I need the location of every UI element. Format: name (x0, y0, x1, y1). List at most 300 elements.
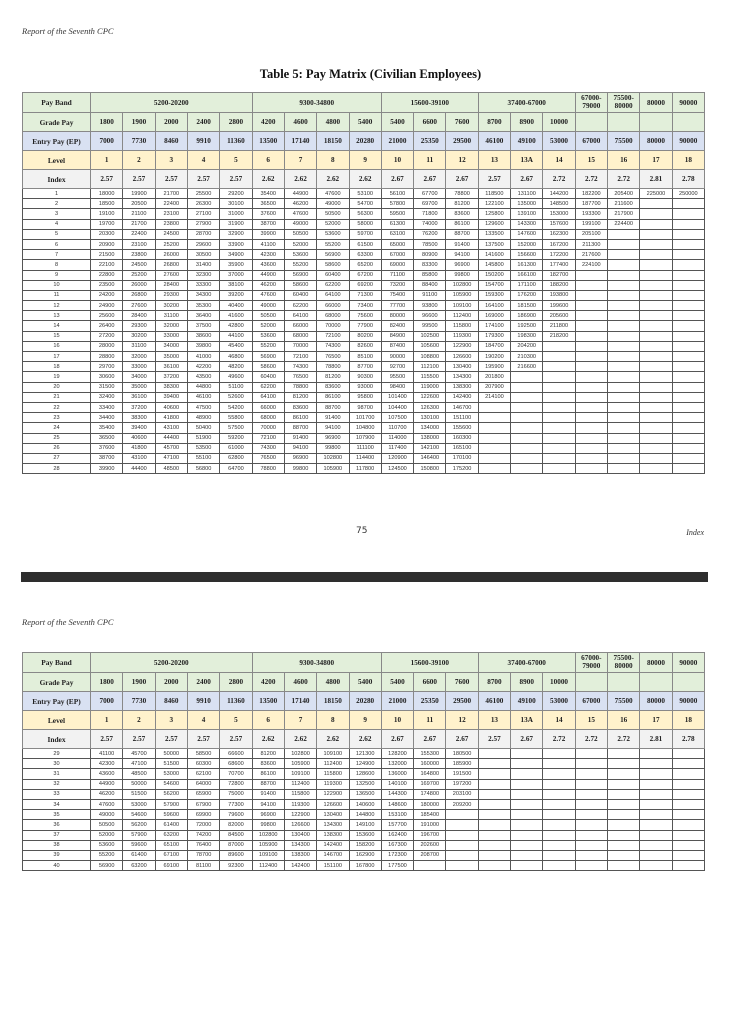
cell-pay (640, 199, 672, 209)
grade-pay-cell: 2400 (187, 113, 219, 132)
cell-pay: 146700 (317, 850, 349, 860)
cell-pay: 69700 (414, 199, 446, 209)
grade-pay-cell: 1900 (123, 113, 155, 132)
cell-stage: 32 (23, 779, 91, 789)
grade-pay-cell: 2800 (220, 673, 252, 692)
cell-stage: 34 (23, 799, 91, 809)
cell-pay: 166100 (511, 270, 543, 280)
cell-pay: 105900 (446, 290, 478, 300)
cell-pay: 49600 (220, 372, 252, 382)
cell-pay: 83300 (414, 260, 446, 270)
cell-pay (608, 810, 640, 820)
cell-pay (672, 341, 704, 351)
cell-pay: 153000 (543, 209, 575, 219)
cell-pay (640, 769, 672, 779)
table-row (23, 189, 705, 199)
cell-pay (608, 433, 640, 443)
cell-pay: 22800 (91, 270, 123, 280)
cell-pay (640, 301, 672, 311)
cell-pay (672, 749, 704, 759)
cell-pay: 31100 (155, 311, 187, 321)
entry-pay-label: Entry Pay (EP) (23, 692, 91, 711)
cell-pay: 23100 (155, 209, 187, 219)
cell-pay: 94100 (446, 250, 478, 260)
cell-pay: 153100 (381, 810, 413, 820)
cell-pay (640, 331, 672, 341)
cell-pay: 145800 (478, 260, 510, 270)
cell-pay: 35000 (123, 382, 155, 392)
cell-pay (608, 239, 640, 249)
cell-pay: 21700 (155, 189, 187, 199)
cell-pay (511, 402, 543, 412)
pay-band-cell: 37400-67000 (478, 93, 575, 113)
cell-pay: 56900 (252, 352, 284, 362)
cell-pay: 26300 (187, 199, 219, 209)
index-cell: 2.72 (543, 730, 575, 749)
cell-pay: 58500 (187, 749, 219, 759)
table-row (23, 331, 705, 341)
cell-pay: 90000 (381, 352, 413, 362)
entry-pay-cell: 20280 (349, 132, 381, 151)
cell-pay: 33300 (187, 280, 219, 290)
cell-pay: 88400 (414, 280, 446, 290)
cell-pay: 32900 (220, 229, 252, 239)
cell-pay: 136500 (349, 789, 381, 799)
cell-pay (672, 759, 704, 769)
cell-pay (672, 453, 704, 463)
cell-pay: 92700 (381, 362, 413, 372)
level-cell: 12 (446, 711, 478, 730)
pay-band-row (23, 653, 705, 673)
cell-pay: 211300 (575, 239, 607, 249)
entry-pay-cell: 75500 (608, 692, 640, 711)
grade-pay-cell: 8700 (478, 113, 510, 132)
cell-pay (608, 372, 640, 382)
cell-pay (608, 799, 640, 809)
cell-pay: 134300 (317, 820, 349, 830)
cell-pay (672, 331, 704, 341)
cell-pay (511, 769, 543, 779)
cell-pay (640, 464, 672, 474)
cell-pay: 164100 (478, 301, 510, 311)
cell-pay: 18500 (91, 199, 123, 209)
index-cell: 2.57 (155, 730, 187, 749)
cell-pay: 82000 (220, 820, 252, 830)
cell-pay: 95500 (381, 372, 413, 382)
entry-pay-cell: 17140 (284, 132, 316, 151)
level-cell: 8 (317, 151, 349, 170)
cell-pay: 83600 (252, 759, 284, 769)
cell-pay: 144800 (349, 810, 381, 820)
cell-pay: 175200 (446, 464, 478, 474)
cell-pay: 74300 (284, 362, 316, 372)
pay-band-cell: 75500-80000 (608, 93, 640, 113)
cell-stage: 33 (23, 789, 91, 799)
cell-pay: 143300 (511, 219, 543, 229)
cell-pay: 70000 (284, 341, 316, 351)
cell-pay: 160300 (446, 433, 478, 443)
entry-pay-cell: 49100 (511, 692, 543, 711)
cell-pay: 37500 (187, 321, 219, 331)
cell-pay: 32000 (155, 321, 187, 331)
cell-pay: 114400 (349, 453, 381, 463)
cell-pay: 54600 (155, 779, 187, 789)
index-cell: 2.67 (414, 730, 446, 749)
cell-pay (543, 861, 575, 871)
cell-pay: 188200 (543, 280, 575, 290)
cell-pay (608, 290, 640, 300)
cell-pay: 170100 (446, 453, 478, 463)
cell-pay (511, 433, 543, 443)
level-cell: 9 (349, 151, 381, 170)
cell-pay: 126600 (284, 820, 316, 830)
cell-pay (575, 290, 607, 300)
cell-pay: 30600 (91, 372, 123, 382)
cell-pay: 57500 (220, 423, 252, 433)
cell-pay (543, 850, 575, 860)
cell-pay: 37600 (91, 443, 123, 453)
table-row (23, 749, 705, 759)
cell-pay: 21500 (91, 250, 123, 260)
cell-pay: 34000 (155, 341, 187, 351)
cell-pay: 44900 (91, 779, 123, 789)
cell-pay: 138300 (446, 382, 478, 392)
cell-stage: 4 (23, 219, 91, 229)
level-cell: 18 (672, 151, 704, 170)
cell-pay (575, 453, 607, 463)
cell-pay: 92300 (220, 861, 252, 871)
level-cell: 16 (608, 151, 640, 170)
table-row (23, 229, 705, 239)
cell-pay: 217600 (575, 250, 607, 260)
cell-pay: 31500 (91, 382, 123, 392)
cell-pay: 65200 (349, 260, 381, 270)
pay-band-cell: 15600-39100 (381, 653, 478, 673)
cell-pay: 142400 (317, 840, 349, 850)
cell-pay (478, 840, 510, 850)
cell-pay (608, 749, 640, 759)
entry-pay-cell: 29500 (446, 132, 478, 151)
cell-pay: 148500 (543, 199, 575, 209)
entry-pay-cell: 18150 (317, 692, 349, 711)
pay-band-cell: 9300-34800 (252, 93, 381, 113)
cell-pay: 22400 (123, 229, 155, 239)
level-row (23, 151, 705, 170)
cell-pay (575, 413, 607, 423)
cell-pay: 85800 (414, 270, 446, 280)
cell-pay: 90300 (349, 372, 381, 382)
index-label: Index (23, 170, 91, 189)
cell-pay: 55200 (317, 239, 349, 249)
cell-stage: 28 (23, 464, 91, 474)
cell-pay: 224100 (575, 260, 607, 270)
cell-pay: 81100 (187, 861, 219, 871)
cell-pay: 125800 (478, 209, 510, 219)
cell-pay (511, 820, 543, 830)
cell-stage: 15 (23, 331, 91, 341)
index-cell: 2.57 (123, 730, 155, 749)
cell-pay: 91400 (284, 433, 316, 443)
cell-pay: 64700 (220, 464, 252, 474)
index-cell: 2.72 (543, 170, 575, 189)
cell-pay: 191500 (446, 769, 478, 779)
cell-pay (672, 260, 704, 270)
level-cell: 4 (187, 711, 219, 730)
table-row (23, 250, 705, 260)
cell-pay: 47600 (91, 799, 123, 809)
table-row (23, 392, 705, 402)
cell-pay: 134300 (446, 372, 478, 382)
cell-pay: 132000 (381, 759, 413, 769)
cell-pay (575, 382, 607, 392)
grade-pay-label: Grade Pay (23, 673, 91, 692)
cell-pay: 94100 (317, 423, 349, 433)
cell-pay: 105600 (414, 341, 446, 351)
cell-pay: 28400 (123, 311, 155, 321)
entry-pay-cell: 53000 (543, 132, 575, 151)
cell-pay: 43600 (91, 769, 123, 779)
cell-pay: 75600 (349, 311, 381, 321)
cell-pay: 64100 (284, 311, 316, 321)
cell-pay (640, 372, 672, 382)
cell-pay: 77300 (220, 799, 252, 809)
cell-pay: 110700 (381, 423, 413, 433)
cell-pay: 38100 (220, 280, 252, 290)
cell-pay: 167800 (349, 861, 381, 871)
index-cell: 2.57 (478, 730, 510, 749)
level-cell: 8 (317, 711, 349, 730)
pay-band-row (23, 93, 705, 113)
cell-pay: 128600 (349, 769, 381, 779)
index-label: Index (23, 730, 91, 749)
cell-pay (672, 464, 704, 474)
cell-pay: 141600 (478, 250, 510, 260)
cell-pay: 44400 (123, 464, 155, 474)
cell-pay (640, 311, 672, 321)
cell-pay: 49000 (91, 810, 123, 820)
cell-pay: 46800 (220, 352, 252, 362)
cell-pay: 69100 (155, 861, 187, 871)
cell-pay (575, 464, 607, 474)
entry-pay-cell: 9910 (187, 132, 219, 151)
cell-pay: 63200 (155, 830, 187, 840)
cell-pay: 64000 (187, 779, 219, 789)
table-row (23, 413, 705, 423)
cell-pay: 88700 (284, 423, 316, 433)
index-cell: 2.78 (672, 730, 704, 749)
cell-pay: 139100 (511, 209, 543, 219)
grade-pay-row (23, 113, 705, 132)
cell-pay: 60300 (187, 759, 219, 769)
cell-stage: 40 (23, 861, 91, 871)
cell-pay: 47100 (155, 453, 187, 463)
grade-pay-cell (608, 113, 640, 132)
level-cell: 4 (187, 151, 219, 170)
cell-pay (608, 759, 640, 769)
table-row (23, 260, 705, 270)
cell-pay: 72100 (252, 433, 284, 443)
cell-pay: 58000 (349, 219, 381, 229)
level-cell: 5 (220, 711, 252, 730)
cell-pay: 96900 (252, 810, 284, 820)
cell-pay: 70700 (220, 769, 252, 779)
table-row (23, 759, 705, 769)
cell-pay: 43500 (187, 372, 219, 382)
cell-pay: 48500 (155, 464, 187, 474)
table-row (23, 443, 705, 453)
cell-pay: 60400 (252, 372, 284, 382)
cell-pay: 33400 (91, 402, 123, 412)
cell-pay (478, 769, 510, 779)
cell-pay: 152000 (511, 239, 543, 249)
cell-pay: 23800 (123, 250, 155, 260)
entry-pay-cell: 21000 (381, 132, 413, 151)
cell-pay: 32400 (91, 392, 123, 402)
cell-pay: 53100 (349, 189, 381, 199)
cell-pay (478, 443, 510, 453)
index-row (23, 730, 705, 749)
cell-pay: 72100 (317, 331, 349, 341)
cell-pay (640, 209, 672, 219)
index-cell: 2.62 (284, 730, 316, 749)
cell-pay: 91400 (317, 413, 349, 423)
index-cell: 2.62 (252, 730, 284, 749)
cell-pay: 122100 (478, 199, 510, 209)
cell-pay: 133500 (478, 229, 510, 239)
cell-pay (608, 260, 640, 270)
footer-label: Index (686, 528, 704, 537)
cell-pay: 72000 (187, 820, 219, 830)
grade-pay-cell: 1800 (91, 113, 123, 132)
cell-pay: 108800 (414, 352, 446, 362)
index-cell: 2.57 (155, 170, 187, 189)
cell-stage: 24 (23, 423, 91, 433)
cell-pay: 64100 (317, 290, 349, 300)
pay-matrix-table-page-1 (22, 92, 705, 474)
pay-band-cell: 67000-79000 (575, 653, 607, 673)
cell-pay: 80900 (414, 250, 446, 260)
grade-pay-cell: 4800 (317, 673, 349, 692)
cell-pay: 37000 (220, 270, 252, 280)
table-row (23, 270, 705, 280)
cell-pay (575, 280, 607, 290)
table-row (23, 372, 705, 382)
cell-pay: 62200 (317, 280, 349, 290)
level-cell: 7 (284, 151, 316, 170)
cell-pay: 203100 (446, 789, 478, 799)
cell-pay: 118500 (478, 189, 510, 199)
cell-pay: 34000 (123, 372, 155, 382)
cell-pay (575, 352, 607, 362)
cell-pay: 101700 (349, 413, 381, 423)
cell-pay: 34900 (220, 250, 252, 260)
level-cell: 16 (608, 711, 640, 730)
cell-pay: 47500 (187, 402, 219, 412)
pay-band-cell: 37400-67000 (478, 653, 575, 673)
cell-pay (575, 840, 607, 850)
level-cell: 15 (575, 151, 607, 170)
cell-pay (672, 423, 704, 433)
cell-pay: 211800 (543, 321, 575, 331)
cell-pay: 55200 (252, 341, 284, 351)
cell-pay: 171100 (511, 280, 543, 290)
cell-pay (575, 759, 607, 769)
cell-pay: 39900 (252, 229, 284, 239)
cell-pay: 67100 (155, 850, 187, 860)
cell-stage: 39 (23, 850, 91, 860)
cell-pay (640, 789, 672, 799)
cell-pay: 78500 (414, 239, 446, 249)
level-cell: 3 (155, 711, 187, 730)
cell-pay (575, 820, 607, 830)
cell-pay (672, 301, 704, 311)
cell-pay: 117800 (349, 464, 381, 474)
cell-pay (478, 810, 510, 820)
cell-pay: 43600 (252, 260, 284, 270)
pay-band-label: Pay Band (23, 93, 91, 113)
cell-pay (640, 423, 672, 433)
cell-pay: 126600 (317, 799, 349, 809)
cell-pay (640, 850, 672, 860)
cell-pay: 128200 (381, 749, 413, 759)
level-cell: 11 (414, 711, 446, 730)
cell-pay: 115800 (446, 321, 478, 331)
cell-stage: 27 (23, 453, 91, 463)
entry-pay-cell: 18150 (317, 132, 349, 151)
cell-pay: 37200 (155, 372, 187, 382)
cell-pay: 24200 (91, 290, 123, 300)
cell-pay: 24500 (123, 260, 155, 270)
cell-pay (672, 392, 704, 402)
cell-pay (640, 402, 672, 412)
level-row (23, 711, 705, 730)
cell-pay: 60400 (284, 290, 316, 300)
cell-pay: 98400 (381, 382, 413, 392)
cell-pay: 86100 (446, 219, 478, 229)
cell-pay (640, 260, 672, 270)
cell-pay: 56900 (317, 250, 349, 260)
cell-pay (640, 219, 672, 229)
cell-stage: 6 (23, 239, 91, 249)
cell-pay: 185400 (414, 810, 446, 820)
cell-pay (640, 229, 672, 239)
cell-pay (608, 820, 640, 830)
cell-pay: 121300 (349, 749, 381, 759)
cell-pay: 162300 (543, 229, 575, 239)
table-row (23, 433, 705, 443)
cell-pay (575, 423, 607, 433)
cell-pay: 86100 (252, 769, 284, 779)
index-cell: 2.67 (511, 730, 543, 749)
level-cell: 5 (220, 151, 252, 170)
entry-pay-cell: 20280 (349, 692, 381, 711)
level-cell: 7 (284, 711, 316, 730)
cell-pay: 96900 (446, 260, 478, 270)
cell-pay: 142400 (284, 861, 316, 871)
cell-pay: 109100 (446, 301, 478, 311)
pay-matrix-table-page-2 (22, 652, 705, 871)
cell-pay: 19700 (91, 219, 123, 229)
cell-pay (672, 799, 704, 809)
page-break-divider (21, 572, 708, 582)
cell-pay: 54700 (349, 199, 381, 209)
cell-pay: 140600 (349, 799, 381, 809)
cell-pay: 67200 (349, 270, 381, 280)
cell-pay: 24900 (91, 301, 123, 311)
cell-pay: 102800 (252, 830, 284, 840)
cell-pay (608, 331, 640, 341)
cell-pay (640, 352, 672, 362)
